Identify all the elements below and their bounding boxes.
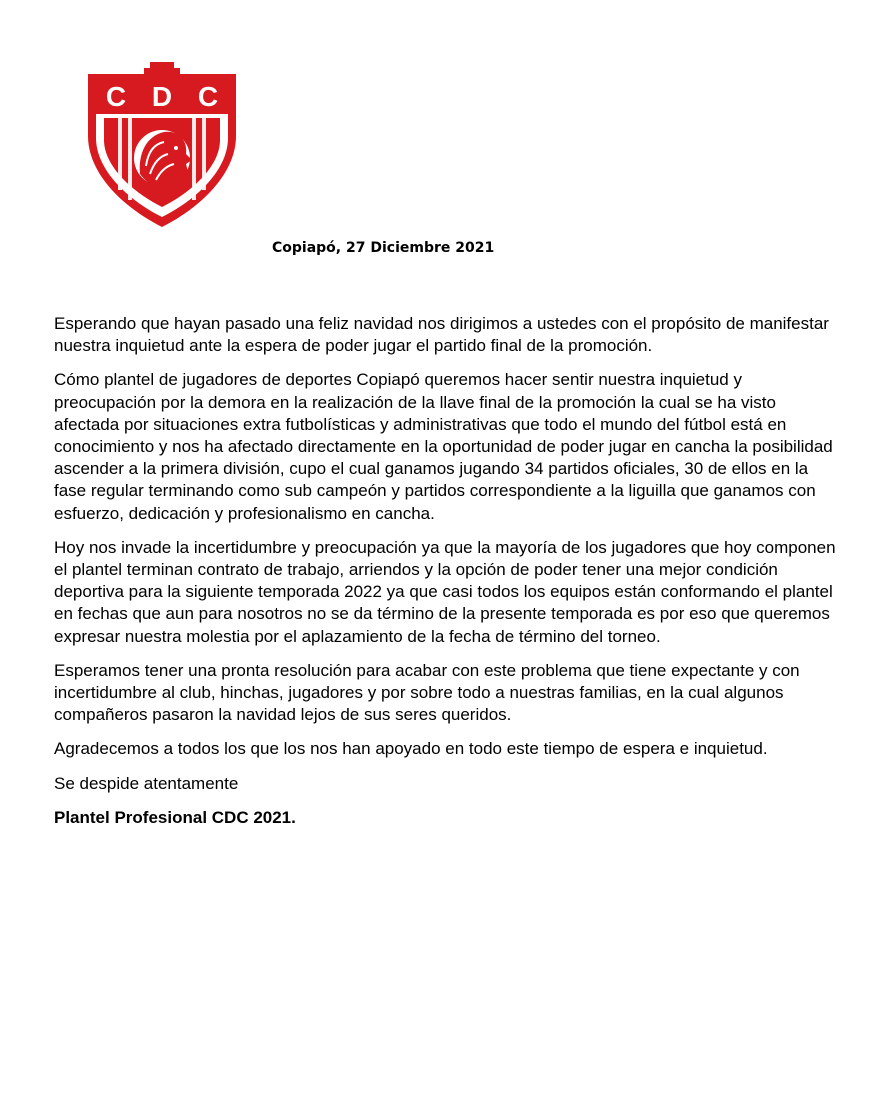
paragraph-4: Esperamos tener una pronta resolución para acabar con este problema que tiene expectante y con incertidumbre al club, hinchas, jugadores y por sobre todo a nuestras familias, en la cual algunos compañeros pasaron la navidad lejos de sus seres queridos. <box>54 660 800 725</box>
paragraph-3: Hoy nos invade la incertidumbre y preocupación ya que la mayoría de los jugadores que hoy componen el plantel terminan contrato de trabajo, arriendos y la opción de poder tener una mejor condición deportiva para la siguiente temporada 2022 ya que casi todos los equipos están conformando el plantel en fechas que aun para nosotros no se da término de la presente temporada es por eso que queremos expresar nuestra molestia por el aplazamiento de la fecha de término del torneo. <box>54 537 836 646</box>
logo-letter-3: C <box>197 81 219 112</box>
closing: Se despide atentamente <box>54 773 239 793</box>
logo-letter-2: D <box>151 81 173 112</box>
paragraph-2: Cómo plantel de jugadores de deportes Copiapó queremos hacer sentir nuestra inquietud y preocupación por la demora en la realización de la llave final de la promoción la cual se ha visto afectada por situaciones extra futbolísticas y administrativas que todo el mundo del fútbol está en conocimiento y nos ha afectado directamente en la oportunidad de poder jugar en cancha la posibilidad ascender a la primera división, cupo el cual ganamos jugando 34 partidos oficiales, 30 de ellos en la fase regular terminando como sub campeón y partidos correspondiente a la liguilla que ganamos con esfuerzo, dedicación y profesionalismo en cancha. <box>54 370 833 523</box>
paragraph-5: Agradecemos a todos los que los nos han apoyado en todo este tiempo de espera e inquietud. <box>54 739 768 759</box>
letter-date: Copiapó, 27 Diciembre 2021 <box>272 240 495 256</box>
signature: Plantel Profesional CDC 2021. <box>54 807 296 827</box>
letter-body <box>54 313 844 841</box>
paragraph-1: Esperando que hayan pasado una feliz navidad nos dirigimos a ustedes con el propósito de manifestar nuestra inquietud ante la espera de poder jugar el partido final de la promoción. <box>54 314 829 356</box>
logo-letter-1: C <box>105 81 127 112</box>
club-logo <box>88 62 236 227</box>
